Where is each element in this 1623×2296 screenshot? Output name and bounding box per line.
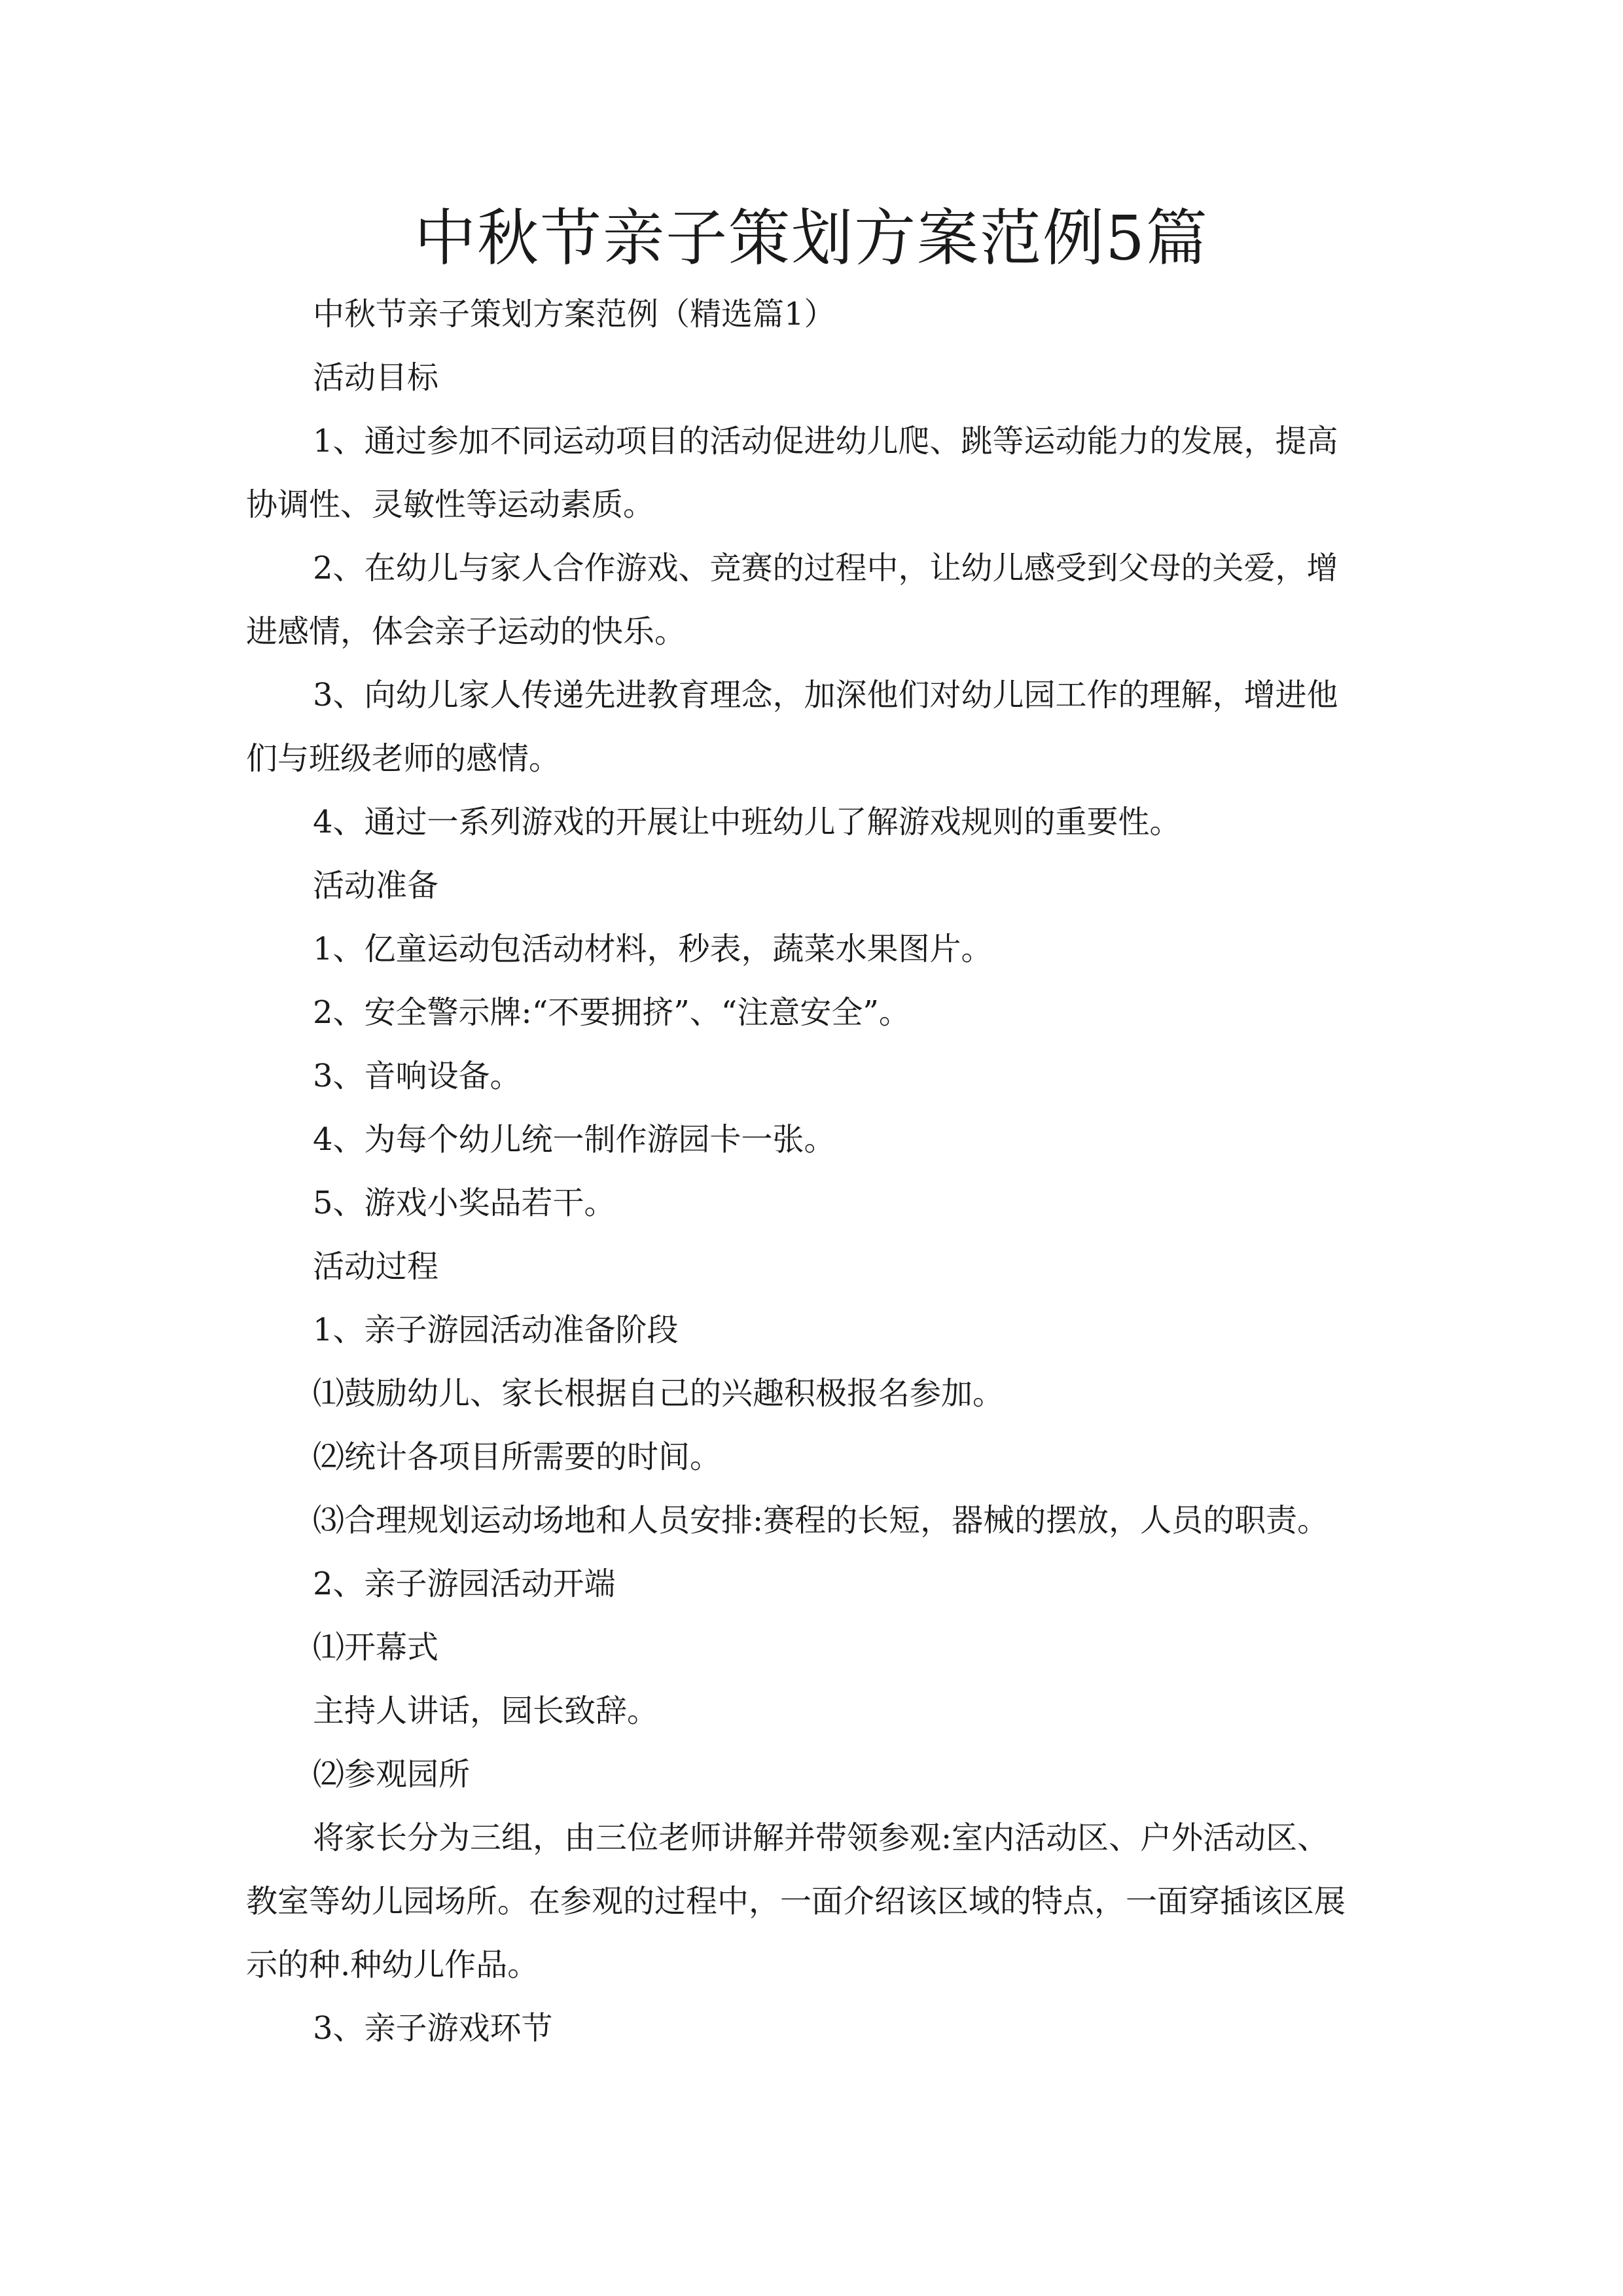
paragraph-line: 主持人讲话，园长致辞。: [313, 1693, 659, 1729]
paragraph-line: 4、通过一系列游戏的开展让中班幼儿了解游戏规则的重要性。: [313, 804, 1181, 840]
paragraph-line: 进感情，体会亲子运动的快乐。: [246, 613, 687, 650]
subheading-preparation: 活动准备: [313, 867, 439, 904]
paragraph-line: 4、为每个幼儿统一制作游园卡一张。: [313, 1121, 836, 1158]
paragraph-line: 2、安全警示牌:“不要拥挤”、“注意安全”。: [313, 994, 910, 1031]
subheading-process: 活动过程: [313, 1248, 439, 1285]
paragraph-line: ⑵统计各项目所需要的时间。: [313, 1439, 722, 1475]
paragraph-line: 3、向幼儿家人传递先进教育理念，加深他们对幼儿园工作的理解，增进他: [313, 677, 1338, 713]
paragraph-line: ⑵参观园所: [313, 1756, 471, 1793]
paragraph-line: 将家长分为三组，由三位老师讲解并带领参观:室内活动区、户外活动区、: [313, 1820, 1329, 1856]
paragraph-line: 2、在幼儿与家人合作游戏、竞赛的过程中，让幼儿感受到父母的关爱，增: [313, 550, 1338, 586]
subheading-goals: 活动目标: [313, 359, 439, 396]
paragraph-line: 3、亲子游戏环节: [313, 2010, 553, 2047]
paragraph-line: 协调性、灵敏性等运动素质。: [246, 486, 655, 523]
paragraph-line: 1、亲子游园活动准备阶段: [313, 1312, 679, 1348]
paragraph-line: 5、游戏小奖品若干。: [313, 1185, 616, 1221]
paragraph-line: ⑴鼓励幼儿、家长根据自己的兴趣积极报名参加。: [313, 1375, 1005, 1412]
paragraph-line: 教室等幼儿园场所。在参观的过程中，一面介绍该区域的特点，一面穿插该区展: [246, 1883, 1346, 1920]
paragraph-line: 们与班级老师的感情。: [246, 740, 561, 777]
paragraph-line: 1、亿童运动包活动材料，秒表，蔬菜水果图片。: [313, 931, 993, 967]
paragraph-line: ⑴开幕式: [313, 1629, 439, 1666]
paragraph-line: 2、亲子游园活动开端: [313, 1566, 616, 1602]
paragraph-line: 示的种.种幼儿作品。: [246, 1946, 539, 1983]
document-title: 中秋节亲子策划方案范例5篇: [414, 203, 1209, 274]
paragraph-line: 1、通过参加不同运动项目的活动促进幼儿爬、跳等运动能力的发展，提高: [313, 423, 1338, 459]
paragraph-line: 3、音响设备。: [313, 1058, 522, 1094]
paragraph-line: ⑶合理规划运动场地和人员安排:赛程的长短，器械的摆放，人员的职责。: [313, 1502, 1329, 1539]
section-heading: 中秋节亲子策划方案范例（精选篇1）: [313, 296, 836, 332]
